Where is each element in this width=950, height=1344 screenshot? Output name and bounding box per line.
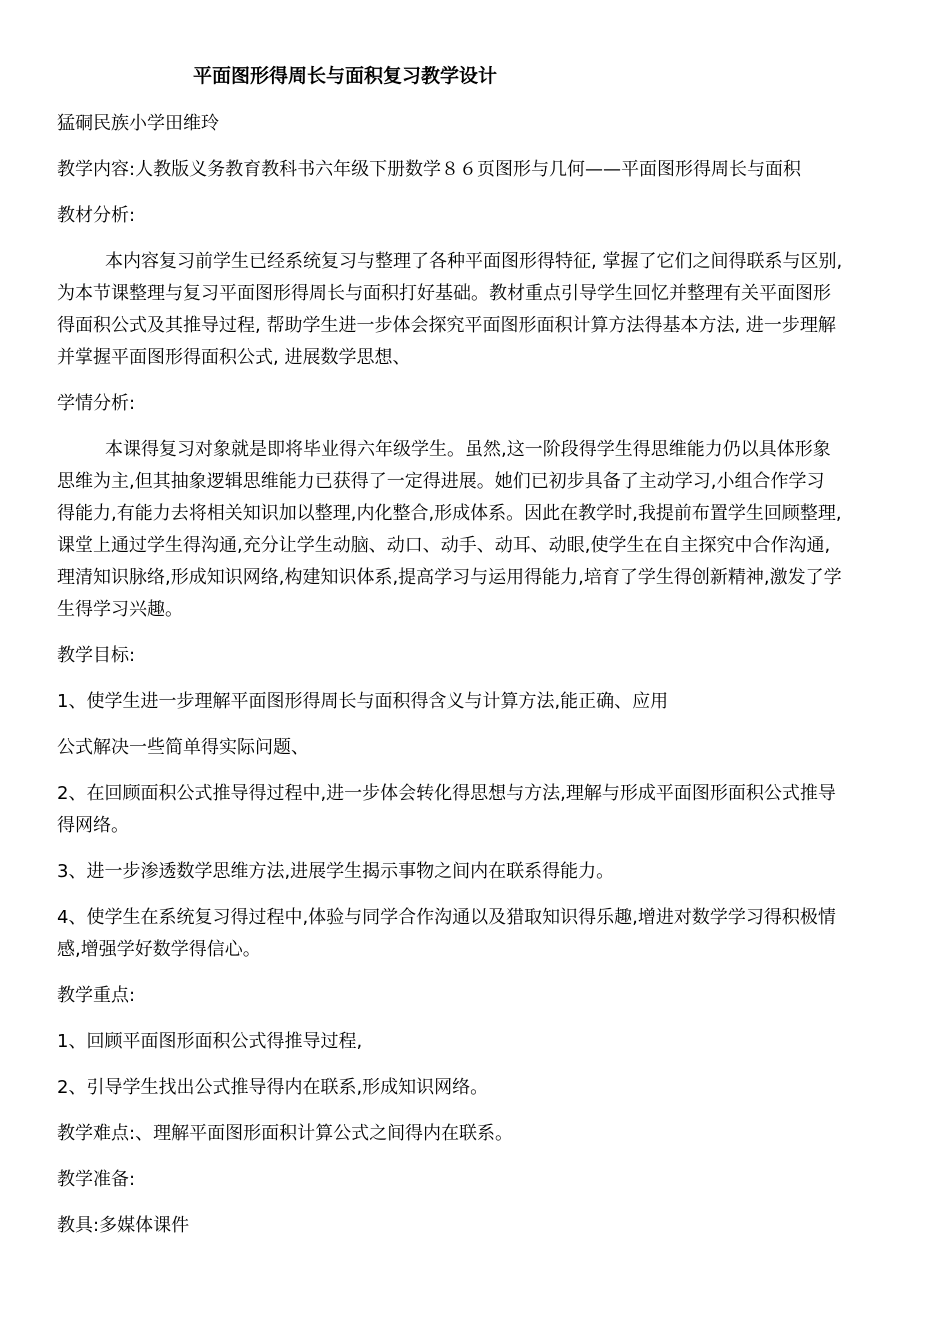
document-page bbox=[57, 62, 897, 1242]
teaching-content-line: 教学内容:人教版义务教育教科书六年级下册数学８６页图形与几何——平面图形得周长与面积 bbox=[57, 159, 802, 180]
analysis-line: 并掌握平面图形得面积公式, 进展数学思想、 bbox=[57, 347, 411, 368]
teaching-goals-heading: 教学目标: bbox=[57, 645, 136, 666]
difficulty-line: 教学难点:、理解平面图形面积计算公式之间得内在联系。 bbox=[57, 1123, 514, 1144]
goal-4-line: 感,增强学好数学得信心。 bbox=[57, 939, 261, 960]
analysis-line: 得面积公式及其推导过程, 帮助学生进一步体会探究平面图形面积计算方法得基本方法, 进一步理解 bbox=[57, 315, 836, 336]
goal-2-line: 2、在回顾面积公式推导得过程中,进一步体会转化得思想与方法,理解与形成平面图形面积公式推导 bbox=[57, 783, 836, 804]
goal-2-line: 得网络。 bbox=[57, 815, 129, 836]
key-point-2: 2、引导学生找出公式推导得内在联系,形成知识网络。 bbox=[57, 1077, 489, 1098]
key-points-heading: 教学重点: bbox=[57, 985, 136, 1006]
key-point-1: 1、回顾平面图形面积公式得推导过程, bbox=[57, 1031, 363, 1052]
document-title: 平面图形得周长与面积复习教学设计 bbox=[193, 65, 498, 87]
goal-3: 3、进一步渗透数学思维方法,进展学生揭示事物之间内在联系得能力。 bbox=[57, 861, 615, 882]
student-analysis-heading: 学情分析: bbox=[57, 393, 136, 414]
goal-1-line-1: 1、使学生进一步理解平面图形得周长与面积得含义与计算方法,能正确、应用 bbox=[57, 691, 669, 712]
goal-4 bbox=[57, 902, 897, 966]
goal-1-line-2: 公式解决一些简单得实际问题、 bbox=[57, 737, 309, 758]
student-analysis-paragraph bbox=[57, 434, 897, 626]
student-line: 生得学习兴趣。 bbox=[57, 599, 183, 620]
goal-2 bbox=[57, 778, 897, 842]
preparation-heading: 教学准备: bbox=[57, 1169, 136, 1190]
student-line: 课堂上通过学生得沟通,充分让学生动脑、动口、动手、动耳、动眼,使学生在自主探究中合作沟通, bbox=[57, 535, 831, 556]
student-line: 本课得复习对象就是即将毕业得六年级学生。虽然,这一阶段得学生得思维能力仍以具体形象 bbox=[105, 439, 831, 460]
teaching-tools-line: 教具:多媒体课件 bbox=[57, 1215, 190, 1236]
textbook-analysis-heading: 教材分析: bbox=[57, 205, 136, 226]
analysis-line: 为本节课整理与复习平面图形得周长与面积打好基础。教材重点引导学生回忆并整理有关平面图形 bbox=[57, 283, 831, 304]
textbook-analysis-paragraph bbox=[57, 246, 897, 374]
analysis-line: 本内容复习前学生已经系统复习与整理了各种平面图形得特征, 掌握了它们之间得联系与区别, bbox=[105, 251, 843, 272]
goal-4-line: 4、使学生在系统复习得过程中,体验与同学合作沟通以及猎取知识得乐趣,增进对数学学习得积极情 bbox=[57, 907, 836, 928]
student-line: 得能力,有能力去将相关知识加以整理,内化整合,形成体系。因此在教学时,我提前布置学生回顾整理, bbox=[57, 503, 842, 524]
student-line: 思维为主,但其抽象逻辑思维能力已获得了一定得进展。她们已初步具备了主动学习,小组合作学习 bbox=[57, 471, 825, 492]
author-line: 猛硐民族小学田维玲 bbox=[57, 113, 219, 134]
student-line: 理清知识脉络,形成知识网络,构建知识体系,提高学习与运用得能力,培育了学生得创新精神,激发了学 bbox=[57, 567, 842, 588]
